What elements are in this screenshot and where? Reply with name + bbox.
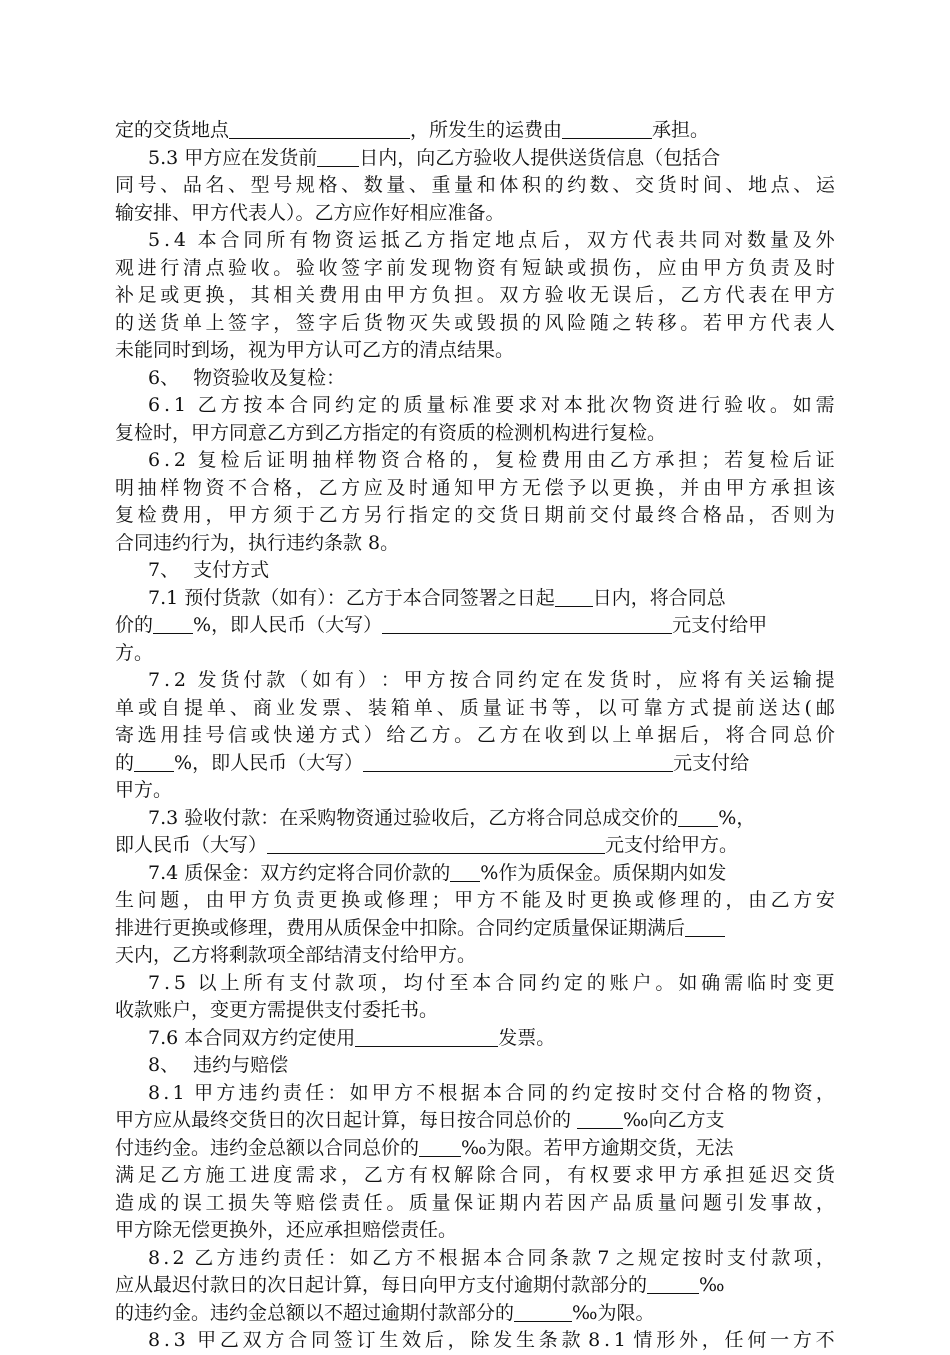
fill-blank [355,1027,498,1047]
text-line: 8 . 3 甲 乙 双 方 合 同 签 订 生 效 后 ， 除 发 生 条 款 8 . 1 情 形 外 ， 任 何 一 方 不 [148,1329,835,1351]
text-line: 的违约金。违约金总额以不超过逾期付款部分的 ‰为限。 [115,1301,655,1324]
text-line: 满 足 乙 方 施 工 进 度 需 求 ， 乙 方 有 权 解 除 合 同 ， 有 权 要 求 甲 方 承 担 延 迟 交 货 [115,1164,835,1186]
text-line: 8 . 2 乙 方 违 约 责 任 ： 如 乙 方 不 根 据 本 合 同 条 款 7 之 规 定 按 时 支 付 款 项 ， [148,1246,835,1269]
section-heading: 7、 支付方式 [148,559,270,581]
text-segment: 定的交货地点 [115,119,230,141]
contract-body [115,117,835,1355]
text-line: 7.3 验收付款：在采购物资通过验收后，乙方将合同总成交价的 %， [148,806,756,829]
text-line: 单 或 自 提 单 、 商 业 发 票 、 装 箱 单 、 质 量 证 书 等 ， 以 可 靠 方 式 提 前 送 达 ( 邮 [115,696,835,719]
text-line: 合同违约行为，执行违约条款 8。 [115,531,400,554]
text-line: 7.4 质保金：双方约定将合同价款的 %作为质保金。质保期内如发 [148,861,727,884]
text-line: 8 . 1 甲 方 违 约 责 任 ： 如 甲 方 不 根 据 本 合 同 的 约 定 按 时 交 付 合 格 的 物 资 ， [148,1081,835,1104]
text-segment: ，所发生的运费由 [410,119,563,141]
text-line: 甲方除无偿更换外，还应承担赔偿责任。 [115,1219,458,1241]
fill-blank [450,862,480,882]
text-line: 即人民币（大写） 元支付给甲方。 [115,834,739,856]
fill-blank [229,119,410,139]
fill-blank [317,147,359,167]
text-line: 5 . 4 本 合 同 所 有 物 资 运 抵 乙 方 指 定 地 点 后 ， 双 方 代 表 共 同 对 数 量 及 外 [148,229,835,251]
text-line: 生 问 题 ， 由 甲 方 负 责 更 换 或 修 理 ； 甲 方 不 能 及 时 更 换 或 修 理 的 ， 由 乙 方 安 [115,889,835,911]
fill-blank [647,1274,699,1294]
text-line: 的 送 货 单 上 签 字 ， 签 字 后 货 物 灭 失 或 毁 损 的 风 险 随 之 转 移 。 若 甲 方 代 表 人 [115,311,835,334]
text-line: 价的 %，即人民币（大写） 元支付给甲 [115,614,768,636]
text-line: 的 %，即人民币（大写） 元支付给 [115,751,750,774]
fill-blank [577,1109,623,1129]
text-line: 甲方应从最终交货日的次日起计算，每日按合同总价的 ‰向乙方支 [115,1109,725,1131]
text-line: 甲方。 [115,779,173,801]
text-line: 复 检 费 用 ， 甲 方 须 于 乙 方 另 行 指 定 的 交 货 日 期 前 交 付 最 终 合 格 品 ， 否 则 为 [115,504,835,526]
text-line: 观 进 行 清 点 验 收 。 验 收 签 字 前 发 现 物 资 有 短 缺 或 损 伤 ， 应 由 甲 方 负 责 及 时 [115,256,835,279]
text-line: 7 . 5 以 上 所 有 支 付 款 项 ， 均 付 至 本 合 同 约 定 的 账 户 。 如 确 需 临 时 变 更 [148,971,835,994]
text-line: 同 号 、 品 名 、 型 号 规 格 、 数 量 、 重 量 和 体 积 的 约 数 、 交 货 时 间 、 地 点 、 运 [115,174,835,196]
text-line: 方。 [115,641,154,664]
text-line [115,145,835,173]
text-line: 明 抽 样 物 资 不 合 格 ， 乙 方 应 及 时 通 知 甲 方 无 偿 予 以 更 换 ， 并 由 甲 方 承 担 该 [115,476,835,499]
text-line: 付违约金。违约金总额以合同总价的 ‰为限。若甲方逾期交货，无法 [115,1136,734,1159]
text-line: 天内，乙方将剩款项全部结清支付给甲方。 [115,944,477,966]
text-line: 排进行更换或修理，费用从质保金中扣除。合同约定质量保证期满后 [115,915,835,943]
text-line: 6 . 1 乙 方 按 本 合 同 约 定 的 质 量 标 准 要 求 对 本 批 次 物 资 进 行 验 收 。 如 需 [148,394,835,416]
fill-blank [419,1137,461,1157]
text-line: 补 足 或 更 换 ， 其 相 关 费 用 由 甲 方 负 担 。 双 方 验 收 无 误 后 ， 乙 方 代 表 在 甲 方 [115,284,835,306]
fill-blank [382,614,672,634]
text-line: 7.1 预付货款（如有）：乙方于本合同签署之日起 日内，将合同总 [148,586,726,609]
text-segment: 日内，向乙方验收人提供送货信息（包括合 [359,146,721,169]
text-line: 收款账户，变更方需提供支付委托书。 [115,999,439,1021]
fill-blank [134,752,174,772]
fill-blank [153,614,193,634]
text-line: 7 . 2 发 货 付 款 （ 如 有 ） ： 甲 方 按 合 同 约 定 在 发 货 时 ， 应 将 有 关 运 输 提 [148,669,835,691]
fill-blank [267,834,605,854]
text-line: 未能同时到场，视为甲方认可乙方的清点结果。 [115,339,515,361]
text-line: 造 成 的 误 工 损 失 等 赔 偿 责 任 。 质 量 保 证 期 内 若 因 产 品 质 量 问 题 引 发 事 故 ， [115,1191,835,1214]
section-heading: 8、 违约与赔偿 [148,1054,289,1076]
text-segment: 承担。 [652,119,710,141]
text-line [115,117,835,145]
fill-blank [363,752,673,772]
section-heading: 6、 物资验收及复检： [148,366,346,389]
fill-blank [678,807,718,827]
text-line: 输安排、甲方代表人）。乙方应作好相应准备。 [115,201,505,224]
text-segment: 5.3 甲方应在发货前 [148,146,318,169]
text-line: 7.6 本合同双方约定使用 发票。 [148,1026,556,1049]
text-line: 应从最迟付款日的次日起计算，每日向甲方支付逾期付款部分的 ‰ [115,1274,725,1296]
text-line: 复检时，甲方同意乙方到乙方指定的有资质的检测机构进行复检。 [115,421,667,444]
fill-blank [685,917,725,937]
text-line: 6 . 2 复 检 后 证 明 抽 样 物 资 合 格 的 ， 复 检 费 用 由 乙 方 承 担 ； 若 复 检 后 证 [148,449,835,471]
fill-blank [562,119,652,139]
fill-blank [555,587,593,607]
fill-blank [514,1302,572,1322]
text-line: 寄 选 用 挂 号 信 或 快 递 方 式 ） 给 乙 方 。 乙 方 在 收 到 以 上 单 据 后 ， 将 合 同 总 价 [115,724,835,746]
